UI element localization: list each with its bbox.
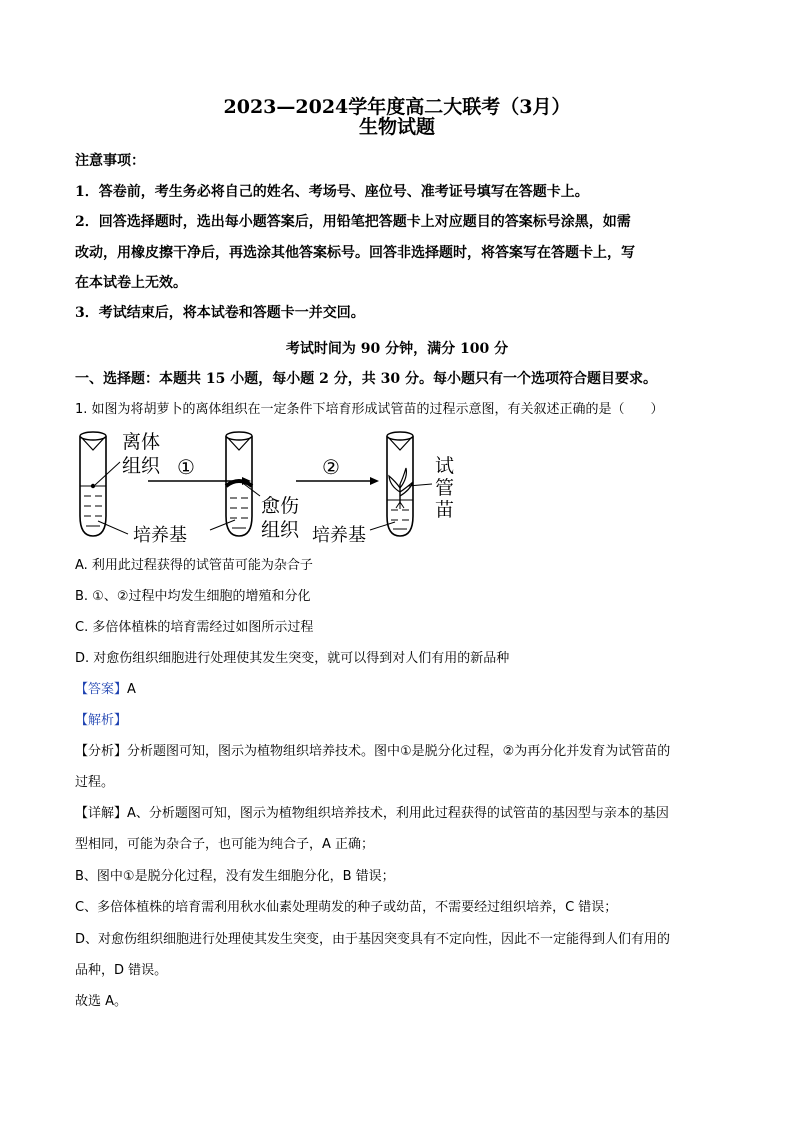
answer-line — [75, 681, 136, 699]
time-info: 考试时间为 90 分钟，满分 100 分 — [285, 341, 509, 357]
label-medium-1: 培养基 — [133, 525, 187, 546]
label-callus-2: 组织 — [261, 519, 300, 541]
analysis-line: D、对愈伤组织细胞进行处理使其发生突变，由于基因突变具有不定向性，因此不一定能得到人们有用的 — [75, 932, 671, 947]
label-tissue-1: 离体 — [122, 431, 161, 453]
label-seedling-3: 苗 — [435, 499, 455, 521]
analysis-line: 型相同，可能为杂合子，也可能为纯合子，A 正确； — [75, 837, 375, 852]
label-seedling-1: 试 — [435, 455, 455, 477]
notice-heading: 注意事项： — [75, 153, 145, 169]
notice-item: 改动，用橡皮擦干净后，再选涂其他答案标号。回答非选择题时，将答案写在答题卡上，写 — [75, 245, 635, 261]
label-tissue-2: 组织 — [122, 455, 161, 477]
exam-title: 2023—2024学年度高二大联考（3月） — [223, 96, 571, 118]
analysis-line: 品种，D 错误。 — [75, 963, 168, 978]
option-b: B. ①、②过程中均发生细胞的增殖和分化 — [75, 589, 311, 604]
step-2-label: ② — [322, 455, 340, 479]
analysis-line: 故选 A。 — [75, 994, 128, 1009]
test-tube-1 — [80, 432, 106, 536]
analysis-line: 【分析】分析题图可知，图示为植物组织培养技术。图中①是脱分化过程，②为再分化并发育为试管苗的 — [75, 744, 671, 759]
test-tube-3 — [387, 432, 413, 536]
analysis-label: 【解析】 — [75, 713, 128, 728]
analysis-line: C、多倍体植株的培育需利用秋水仙素处理萌发的种子或幼苗，不需要经过组织培养，C 错误； — [75, 900, 618, 915]
option-d: D. 对愈伤组织细胞进行处理使其发生突变，就可以得到对人们有用的新品种 — [75, 651, 510, 666]
section-heading: 一、选择题：本题共 15 小题，每小题 2 分，共 30 分。每小题只有一个选项符合题目要求。 — [75, 371, 657, 387]
option-c: C. 多倍体植株的培育需经过如图所示过程 — [75, 620, 314, 635]
analysis-line: 过程。 — [75, 775, 115, 790]
answer-value: A — [127, 682, 136, 697]
analysis-line: 【详解】A、分析题图可知，图示为植物组织培养技术，利用此过程获得的试管苗的基因型与亲本的基因 — [75, 806, 669, 821]
notice-item: 在本试卷上无效。 — [75, 275, 187, 291]
notice-item: 1．答卷前，考生务必将自己的姓名、考场号、座位号、准考证号填写在答题卡上。 — [75, 184, 589, 200]
step-1-label: ① — [177, 455, 195, 479]
option-a: A. 利用此过程获得的试管苗可能为杂合子 — [75, 558, 313, 573]
question-stem: 1. 如图为将胡萝卜的离体组织在一定条件下培育形成试管苗的过程示意图，有关叙述正确的是（ ） — [75, 402, 664, 417]
test-tube-2 — [226, 432, 252, 536]
label-seedling-2: 管 — [435, 477, 455, 499]
label-medium-2: 培养基 — [312, 525, 366, 546]
answer-label: 【答案】 — [75, 682, 128, 697]
notice-item: 3．考试结束后，将本试卷和答题卡一并交回。 — [75, 305, 365, 321]
label-callus-1: 愈伤 — [261, 495, 300, 517]
notice-item: 2．回答选择题时，选出每小题答案后，用铅笔把答题卡上对应题目的答案标号涂黑，如需 — [75, 214, 631, 230]
analysis-line: B、图中①是脱分化过程，没有发生细胞分化，B 错误； — [75, 869, 395, 884]
subject-title: 生物试题 — [358, 116, 435, 138]
tissue-culture-figure — [70, 426, 480, 548]
